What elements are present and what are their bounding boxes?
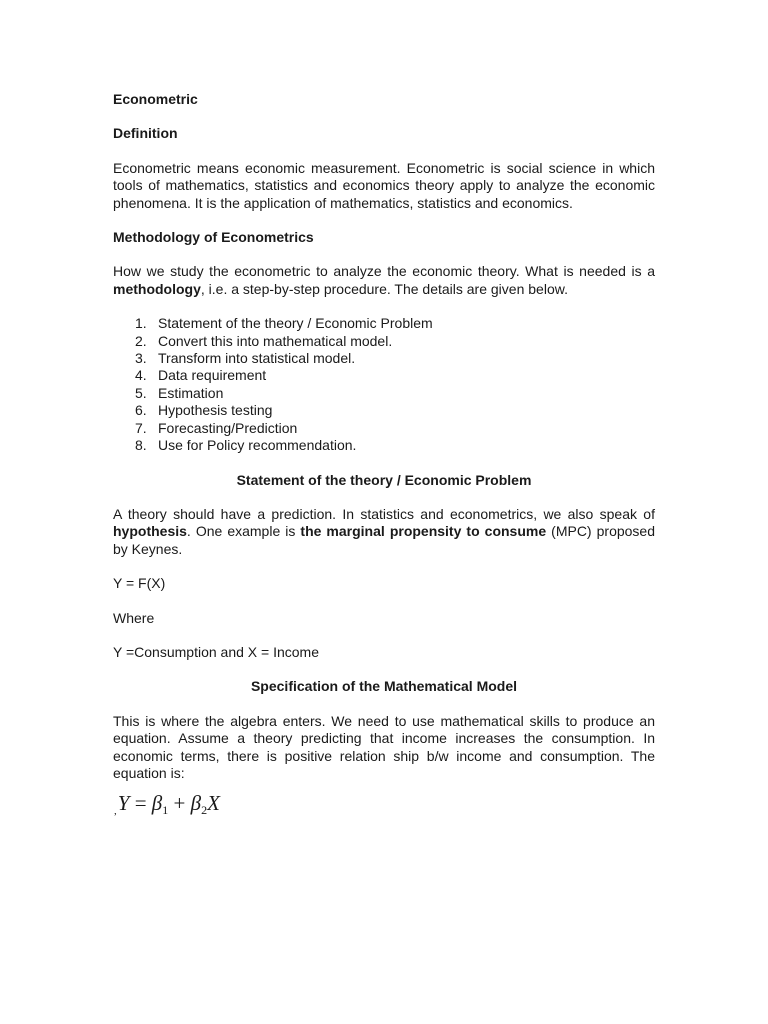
- equation-equals: =: [129, 791, 152, 816]
- methodology-steps-list: [113, 315, 655, 454]
- list-item-number: 2.: [135, 332, 147, 349]
- equation-sub-1: 1: [162, 803, 169, 818]
- statement-text-start: A theory should have a prediction. In statistics and econometrics, we also speak of: [113, 505, 655, 522]
- statement-text-end: (MPC) proposed by Keynes.: [113, 523, 655, 557]
- equation-lhs: Y: [117, 791, 130, 816]
- list-item: [113, 333, 655, 350]
- mpc-term: the marginal propensity to consume: [300, 523, 547, 540]
- definition-heading: Definition: [113, 125, 178, 142]
- list-item-number: 1.: [135, 315, 147, 332]
- equation-beta-2: β: [190, 791, 202, 816]
- methodology-intro-start: How we study the econometric to analyze the economic theory. What is needed is a: [113, 263, 655, 280]
- statement-text-mid: . One example is: [186, 523, 301, 540]
- equation-plus: +: [168, 791, 191, 816]
- list-item: [113, 420, 655, 437]
- equation-prefix-mark: ,: [114, 805, 117, 818]
- list-item: [113, 315, 655, 332]
- equation-sub-2: 2: [201, 803, 208, 818]
- list-item-number: 4.: [135, 367, 147, 384]
- variable-definitions: Y =Consumption and X = Income: [113, 643, 319, 660]
- function-line: Y = F(X): [113, 575, 166, 592]
- document-body: [113, 91, 655, 824]
- list-item-text: Estimation: [158, 384, 224, 401]
- regression-equation: [114, 790, 655, 824]
- list-item: [113, 402, 655, 419]
- specification-paragraph: This is where the algebra enters. We need to use mathematical skills to produce an equation. Assume a theory predicting that income increases the consumption. In economic terms, there is positive relation ship b/w income and consumption. The equation is:: [113, 712, 655, 781]
- definition-paragraph: Econometric means economic measurement. Econometric is social science in which tools of mathematics, statistics and economics theory apply to analyze the economic phenomena. It is the application of mathematics, statistics and economics.: [113, 159, 655, 211]
- list-item: [113, 437, 655, 454]
- methodology-term: methodology: [113, 280, 201, 297]
- list-item-text: Statement of the theory / Economic Problem: [158, 315, 433, 332]
- statement-heading: Statement of the theory / Economic Problem: [236, 471, 532, 488]
- list-item-number: 7.: [135, 419, 147, 436]
- list-item-number: 6.: [135, 402, 147, 419]
- list-item-text: Use for Policy recommendation.: [158, 437, 357, 454]
- hypothesis-term: hypothesis: [113, 523, 187, 540]
- list-item: [113, 350, 655, 367]
- list-item-text: Convert this into mathematical model.: [158, 332, 393, 349]
- where-label: Where: [113, 609, 155, 626]
- list-item-text: Data requirement: [158, 367, 267, 384]
- specification-heading: Specification of the Mathematical Model: [250, 678, 518, 695]
- equation-variable: X: [207, 791, 220, 816]
- list-item: [113, 367, 655, 384]
- list-item-number: 8.: [135, 437, 147, 454]
- list-item-text: Transform into statistical model.: [158, 350, 356, 367]
- statement-paragraph: [113, 506, 655, 558]
- list-item-number: 3.: [135, 350, 147, 367]
- list-item: [113, 385, 655, 402]
- methodology-intro-end: , i.e. a step-by-step procedure. The details are given below.: [200, 280, 568, 297]
- methodology-heading: Methodology of Econometrics: [113, 229, 314, 246]
- list-item-text: Forecasting/Prediction: [158, 419, 298, 436]
- list-item-text: Hypothesis testing: [158, 402, 273, 419]
- methodology-paragraph: [113, 263, 655, 298]
- list-item-number: 5.: [135, 384, 147, 401]
- document-title: Econometric: [113, 91, 198, 107]
- equation-beta-1: β: [151, 791, 163, 816]
